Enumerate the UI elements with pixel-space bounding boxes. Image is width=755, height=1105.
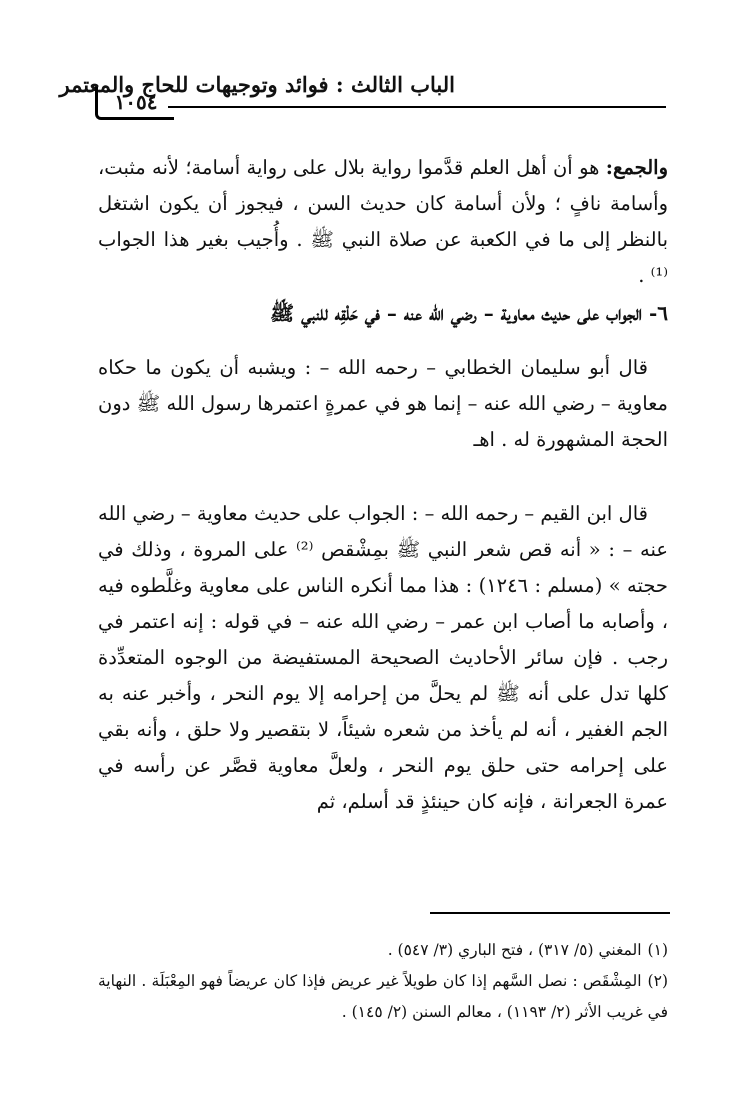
footnote-item xyxy=(98,935,668,966)
paragraph-lead-word: والجمع: xyxy=(605,156,668,179)
footnotes xyxy=(98,935,668,1028)
section-heading: ٦- الجواب على حديث معاوية – رضي الله عنه – في حَلْقِه للنبي ﷺ xyxy=(270,301,668,325)
footnote-text: المغني (٥/ ٣١٧) ، فتح الباري (٣/ ٥٤٧) . xyxy=(387,941,642,959)
footnote-item xyxy=(98,966,668,1028)
header-rule xyxy=(168,106,666,108)
paragraph-text: هو أن أهل العلم قدَّموا رواية بلال على رواية أسامة؛ لأنه مثبت، وأسامة نافٍ ؛ ولأن أسامة كان حديث السن ، فيجوز أن يكون اشتغل بالنظر إلى ما في الكعبة عن صلاة النبي ﷺ . وأُجيب بغير هذا الجواب ⁽¹⁾ . xyxy=(98,156,668,287)
paragraph-ibn-qayyim xyxy=(98,496,668,820)
paragraph-reconciliation xyxy=(98,150,668,294)
paragraph-text: قال ابن القيم – رحمه الله – : الجواب على حديث معاوية – رضي الله عنه – : « أنه قص شعر النبي ﷺ بمِشْقص ⁽²⁾ على المروة ، وذلك في حجته » (مسلم : ١٢٤٦) : هذا مما أنكره الناس على معاوية وغلَّطوه فيه ، وأصابه ما أصاب ابن عمر – رضي الله عنه – في قوله : إنه اعتمر في رجب . فإن سائر الأحاديث الصحيحة المستفيضة من الوجوه المتعدِّدة كلها تدل على أنه ﷺ لم يحلَّ من إحرامه إلا يوم النحر ، وأخبر عنه به الجم الغفير ، أنه لم يأخذ من شعره شيئاً، لا بتقصير ولا حلق ، وأنه بقي على إحرامه حتى حلق يوم النحر ، ولعلَّ معاوية قصَّر عن رأسه في عمرة الجعرانة ، فإنه كان حينئذٍ قد أسلم، ثم xyxy=(98,502,668,813)
footnote-number: (٢) xyxy=(647,972,668,990)
paragraph-text: قال أبو سليمان الخطابي – رحمه الله – : ويشبه أن يكون ما حكاه معاوية – رضي الله عنه – إنما هو في عمرةٍ اعتمرها رسول الله ﷺ دون الحجة المشهورة له . اهـ xyxy=(98,356,668,451)
footnote-separator xyxy=(430,912,670,914)
footnote-number: (١) xyxy=(647,941,668,959)
running-header-title: الباب الثالث : فوائد وتوجيهات للحاج والمعتمر xyxy=(59,72,455,97)
paragraph-khattabi xyxy=(98,350,668,458)
footnote-text: المِشْقَص : نصل السَّهم إذا كان طويلاً غير عريض فإذا كان عريضاً فهو المِعْبَلَة . النهاية في غريب الأثر (٢/ ١١٩٣) ، معالم السنن (٢/ ١٤٥) . xyxy=(98,972,668,1021)
page-number: ١٠٥٤ xyxy=(95,87,174,120)
